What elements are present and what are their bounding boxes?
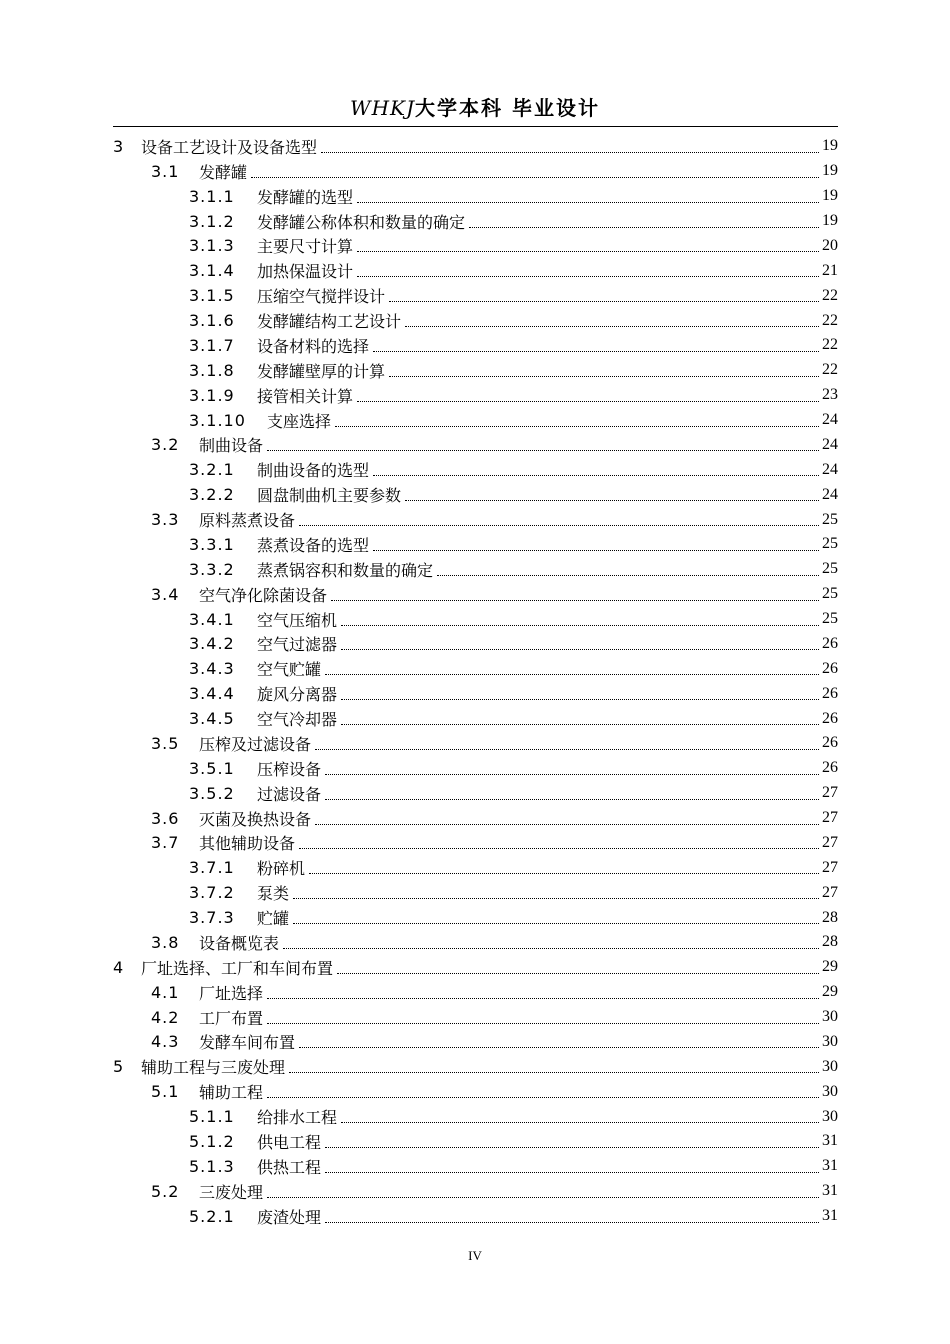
toc-entry-title: 辅助工程与三废处理 xyxy=(141,1058,286,1078)
toc-entry-page: 29 xyxy=(822,958,838,976)
toc-entry-page: 22 xyxy=(822,286,838,304)
toc-dot-leader xyxy=(293,923,819,924)
toc-entry[interactable] xyxy=(113,234,838,259)
toc-entry[interactable] xyxy=(113,408,838,433)
toc-entry-title: 支座选择 xyxy=(267,411,332,431)
toc-entry-number: 4.1 xyxy=(151,982,180,1002)
toc-entry-number: 3.3 xyxy=(151,510,180,530)
toc-entry-page: 19 xyxy=(822,212,838,230)
toc-dot-leader xyxy=(341,649,819,650)
toc-entry-title: 空气过滤器 xyxy=(257,635,338,655)
toc-entry[interactable] xyxy=(113,532,838,557)
toc-entry-page: 26 xyxy=(822,684,838,702)
toc-entry-title: 空气净化除菌设备 xyxy=(199,585,328,605)
toc-entry-page: 24 xyxy=(822,411,838,429)
toc-entry[interactable] xyxy=(113,681,838,706)
toc-entry-number: 3.7 xyxy=(151,833,180,853)
toc-entry-page: 27 xyxy=(822,784,838,802)
toc-entry-title: 制曲设备 xyxy=(199,436,264,456)
toc-entry-page: 31 xyxy=(822,1132,838,1150)
toc-dot-leader xyxy=(373,475,819,476)
toc-dot-leader xyxy=(325,1147,819,1148)
toc-dot-leader xyxy=(325,674,819,675)
toc-entry-title: 泵类 xyxy=(257,884,290,904)
toc-entry-number: 3.1.9 xyxy=(189,385,235,405)
toc-entry-number: 3.4.4 xyxy=(189,684,235,704)
toc-entry-page: 26 xyxy=(822,759,838,777)
toc-entry[interactable] xyxy=(113,134,838,159)
toc-entry-number: 3.4 xyxy=(151,584,180,604)
toc-dot-leader xyxy=(293,898,819,899)
toc-entry[interactable] xyxy=(113,607,838,632)
toc-dot-leader xyxy=(405,326,819,327)
toc-entry-page: 21 xyxy=(822,261,838,279)
toc-entry-page: 19 xyxy=(822,187,838,205)
toc-dot-leader xyxy=(283,948,819,949)
toc-dot-leader xyxy=(325,799,819,800)
toc-entry-page: 22 xyxy=(822,361,838,379)
toc-entry-page: 31 xyxy=(822,1182,838,1200)
toc-entry-number: 3.1.10 xyxy=(189,410,246,430)
toc-entry[interactable] xyxy=(113,482,838,507)
toc-dot-leader xyxy=(357,401,819,402)
toc-dot-leader xyxy=(267,1097,819,1098)
toc-entry-page: 20 xyxy=(822,236,838,254)
toc-dot-leader xyxy=(325,1172,819,1173)
toc-entry-page: 28 xyxy=(822,908,838,926)
toc-dot-leader xyxy=(267,1197,819,1198)
toc-dot-leader xyxy=(299,848,819,849)
toc-entry-page: 30 xyxy=(822,1057,838,1075)
toc-entry-title: 发酵罐公称体积和数量的确定 xyxy=(257,212,466,232)
toc-entry-number: 3.5 xyxy=(151,733,180,753)
toc-entry-page: 19 xyxy=(822,137,838,155)
toc-entry-title: 供热工程 xyxy=(257,1157,322,1177)
toc-entry-title: 压缩空气搅拌设计 xyxy=(257,287,386,307)
toc-entry-page: 31 xyxy=(822,1157,838,1175)
toc-entry-number: 4.3 xyxy=(151,1032,180,1052)
toc-dot-leader xyxy=(341,625,819,626)
toc-entry[interactable] xyxy=(113,159,838,184)
toc-entry[interactable] xyxy=(113,855,838,880)
toc-dot-leader xyxy=(267,1023,819,1024)
toc-entry-title: 设备工艺设计及设备选型 xyxy=(141,137,318,157)
toc-entry-title: 空气贮罐 xyxy=(257,660,322,680)
toc-entry[interactable] xyxy=(113,358,838,383)
toc-entry-title: 旋风分离器 xyxy=(257,685,338,705)
toc-entry-page: 26 xyxy=(822,734,838,752)
toc-entry-page: 23 xyxy=(822,386,838,404)
toc-entry-number: 3.4.5 xyxy=(189,709,235,729)
toc-entry[interactable] xyxy=(113,184,838,209)
toc-entry-title: 圆盘制曲机主要参数 xyxy=(257,486,402,506)
toc-dot-leader xyxy=(341,699,819,700)
toc-entry-number: 3.5.1 xyxy=(189,758,235,778)
toc-dot-leader xyxy=(267,998,819,999)
toc-entry-title: 发酵罐壁厚的计算 xyxy=(257,361,386,381)
toc-entry[interactable] xyxy=(113,955,838,980)
header-title-cn: 大学本科 毕业设计 xyxy=(415,96,600,120)
toc-entry[interactable] xyxy=(113,258,838,283)
toc-entry-number: 4 xyxy=(113,957,125,977)
toc-entry-page: 22 xyxy=(822,311,838,329)
toc-entry[interactable] xyxy=(113,209,838,234)
toc-dot-leader xyxy=(389,376,819,377)
toc-entry[interactable] xyxy=(113,433,838,458)
toc-dot-leader xyxy=(331,600,819,601)
toc-dot-leader xyxy=(325,1222,819,1223)
toc-entry-title: 蒸煮锅容积和数量的确定 xyxy=(257,560,434,580)
toc-entry-page: 25 xyxy=(822,610,838,628)
toc-entry[interactable] xyxy=(113,1104,838,1129)
toc-entry[interactable] xyxy=(113,656,838,681)
toc-entry[interactable] xyxy=(113,457,838,482)
toc-entry[interactable] xyxy=(113,333,838,358)
toc-entry-title: 工厂布置 xyxy=(199,1008,264,1028)
toc-entry-title: 设备材料的选择 xyxy=(257,336,370,356)
toc-entry[interactable] xyxy=(113,980,838,1005)
toc-entry-number: 3.1.5 xyxy=(189,286,235,306)
toc-entry-page: 30 xyxy=(822,1107,838,1125)
toc-entry-page: 30 xyxy=(822,1008,838,1026)
toc-dot-leader xyxy=(251,177,819,178)
toc-entry[interactable] xyxy=(113,756,838,781)
toc-entry-title: 原料蒸煮设备 xyxy=(199,511,296,531)
toc-entry[interactable] xyxy=(113,1154,838,1179)
toc-entry-title: 接管相关计算 xyxy=(257,386,354,406)
toc-entry-number: 3.5.2 xyxy=(189,783,235,803)
toc-dot-leader xyxy=(373,550,819,551)
toc-entry-title: 废渣处理 xyxy=(257,1207,322,1227)
toc-dot-leader xyxy=(357,276,819,277)
toc-entry-title: 制曲设备的选型 xyxy=(257,461,370,481)
toc-entry-page: 27 xyxy=(822,858,838,876)
toc-entry-title: 三废处理 xyxy=(199,1182,264,1202)
toc-entry-title: 发酵车间布置 xyxy=(199,1033,296,1053)
toc-entry-number: 3.1.7 xyxy=(189,335,235,355)
toc-entry-page: 25 xyxy=(822,585,838,603)
toc-entry-page: 31 xyxy=(822,1207,838,1225)
toc-dot-leader xyxy=(325,774,819,775)
toc-entry-number: 3.2 xyxy=(151,435,180,455)
toc-entry-number: 5.1 xyxy=(151,1082,180,1102)
toc-entry-title: 压榨及过滤设备 xyxy=(199,734,312,754)
toc-entry[interactable] xyxy=(113,1179,838,1204)
toc-dot-leader xyxy=(373,351,819,352)
toc-entry-page: 24 xyxy=(822,460,838,478)
toc-entry-page: 26 xyxy=(822,634,838,652)
toc-dot-leader xyxy=(289,1072,819,1073)
toc-entry-title: 辅助工程 xyxy=(199,1083,264,1103)
toc-entry[interactable] xyxy=(113,706,838,731)
toc-entry[interactable] xyxy=(113,781,838,806)
toc-entry-page: 27 xyxy=(822,809,838,827)
toc-entry[interactable] xyxy=(113,1005,838,1030)
toc-entry-number: 3.1.1 xyxy=(189,186,235,206)
toc-entry-page: 24 xyxy=(822,485,838,503)
toc-entry[interactable] xyxy=(113,507,838,532)
toc-entry-number: 3 xyxy=(113,136,125,156)
toc-entry[interactable] xyxy=(113,632,838,657)
toc-entry-number: 5.1.2 xyxy=(189,1131,235,1151)
toc-entry-number: 3.4.3 xyxy=(189,659,235,679)
toc-dot-leader xyxy=(299,525,819,526)
toc-entry-page: 30 xyxy=(822,1082,838,1100)
toc-entry[interactable] xyxy=(113,557,838,582)
toc-entry-title: 空气压缩机 xyxy=(257,610,338,630)
toc-entry[interactable] xyxy=(113,283,838,308)
toc-entry-number: 3.2.1 xyxy=(189,460,235,480)
toc-entry-number: 3.1.4 xyxy=(189,261,235,281)
toc-dot-leader xyxy=(405,500,819,501)
toc-entry-title: 压榨设备 xyxy=(257,759,322,779)
toc-entry-page: 24 xyxy=(822,435,838,453)
toc-entry-number: 3.7.2 xyxy=(189,883,235,903)
toc-entry-number: 3.1.8 xyxy=(189,360,235,380)
toc-entry-title: 加热保温设计 xyxy=(257,262,354,282)
toc-dot-leader xyxy=(309,873,819,874)
toc-entry-title: 发酵罐结构工艺设计 xyxy=(257,312,402,332)
toc-dot-leader xyxy=(357,251,819,252)
toc-dot-leader xyxy=(335,426,819,427)
toc-entry-number: 3.3.2 xyxy=(189,559,235,579)
toc-entry[interactable] xyxy=(113,831,838,856)
toc-dot-leader xyxy=(469,227,819,228)
toc-entry-title: 设备概览表 xyxy=(199,933,280,953)
toc-entry-number: 3.2.2 xyxy=(189,485,235,505)
toc-entry-page: 19 xyxy=(822,162,838,180)
page-number: IV xyxy=(468,1248,482,1263)
toc-dot-leader xyxy=(337,973,819,974)
toc-entry-page: 27 xyxy=(822,833,838,851)
toc-entry[interactable] xyxy=(113,582,838,607)
toc-entry-page: 25 xyxy=(822,560,838,578)
toc-entry[interactable] xyxy=(113,731,838,756)
toc-entry-title: 空气冷却器 xyxy=(257,710,338,730)
toc-dot-leader xyxy=(341,1122,819,1123)
toc-dot-leader xyxy=(315,749,819,750)
toc-entry-title: 主要尺寸计算 xyxy=(257,237,354,257)
toc-entry-number: 3.1 xyxy=(151,161,180,181)
toc-entry-page: 28 xyxy=(822,933,838,951)
toc-entry-title: 发酵罐的选型 xyxy=(257,187,354,207)
toc-entry-number: 5 xyxy=(113,1057,125,1077)
toc-entry-title: 蒸煮设备的选型 xyxy=(257,535,370,555)
toc-entry-number: 5.2.1 xyxy=(189,1206,235,1226)
toc-entry[interactable] xyxy=(113,880,838,905)
toc-entry[interactable] xyxy=(113,1054,838,1079)
toc-entry-number: 5.1.3 xyxy=(189,1156,235,1176)
toc-entry-number: 3.7.1 xyxy=(189,858,235,878)
toc-entry-number: 3.4.2 xyxy=(189,634,235,654)
toc-entry-number: 5.1.1 xyxy=(189,1107,235,1127)
toc-entry-page: 26 xyxy=(822,709,838,727)
table-of-contents xyxy=(113,134,838,1229)
toc-entry[interactable] xyxy=(113,308,838,333)
toc-entry[interactable] xyxy=(113,806,838,831)
toc-entry[interactable] xyxy=(113,1129,838,1154)
toc-entry-number: 3.7.3 xyxy=(189,908,235,928)
toc-entry-title: 给排水工程 xyxy=(257,1108,338,1128)
toc-dot-leader xyxy=(341,724,819,725)
toc-entry-page: 27 xyxy=(822,883,838,901)
toc-entry[interactable] xyxy=(113,1030,838,1055)
toc-dot-leader xyxy=(357,202,819,203)
toc-entry-number: 4.2 xyxy=(151,1007,180,1027)
toc-dot-leader xyxy=(267,450,819,451)
toc-entry-number: 3.4.1 xyxy=(189,609,235,629)
toc-dot-leader xyxy=(389,301,819,302)
toc-entry-number: 5.2 xyxy=(151,1181,180,1201)
toc-entry[interactable] xyxy=(113,383,838,408)
toc-dot-leader xyxy=(321,152,819,153)
toc-entry-number: 3.6 xyxy=(151,808,180,828)
toc-entry-page: 26 xyxy=(822,659,838,677)
header-title-latin: WHKJ xyxy=(350,96,415,120)
toc-entry-page: 30 xyxy=(822,1032,838,1050)
toc-entry[interactable] xyxy=(113,905,838,930)
toc-entry-title: 发酵罐 xyxy=(199,162,248,182)
toc-entry-number: 3.1.6 xyxy=(189,311,235,331)
toc-entry-page: 25 xyxy=(822,535,838,553)
toc-entry-title: 供电工程 xyxy=(257,1132,322,1152)
toc-entry-page: 29 xyxy=(822,983,838,1001)
toc-entry-title: 厂址选择 xyxy=(199,983,264,1003)
toc-entry[interactable] xyxy=(113,930,838,955)
toc-dot-leader xyxy=(299,1047,819,1048)
toc-entry[interactable] xyxy=(113,1204,838,1229)
toc-dot-leader xyxy=(315,824,819,825)
header-rule xyxy=(113,126,838,127)
page-header xyxy=(0,92,950,124)
toc-entry-page: 22 xyxy=(822,336,838,354)
toc-entry-title: 其他辅助设备 xyxy=(199,834,296,854)
toc-entry-title: 贮罐 xyxy=(257,909,290,929)
toc-entry-title: 粉碎机 xyxy=(257,859,306,879)
toc-entry-title: 厂址选择、工厂和车间布置 xyxy=(141,958,334,978)
toc-entry-title: 过滤设备 xyxy=(257,784,322,804)
toc-entry-number: 3.3.1 xyxy=(189,534,235,554)
toc-entry-page: 25 xyxy=(822,510,838,528)
toc-entry-number: 3.1.3 xyxy=(189,236,235,256)
toc-dot-leader xyxy=(437,575,819,576)
toc-entry-number: 3.1.2 xyxy=(189,211,235,231)
toc-entry-title: 灭菌及换热设备 xyxy=(199,809,312,829)
toc-entry-number: 3.8 xyxy=(151,932,180,952)
toc-entry[interactable] xyxy=(113,1079,838,1104)
